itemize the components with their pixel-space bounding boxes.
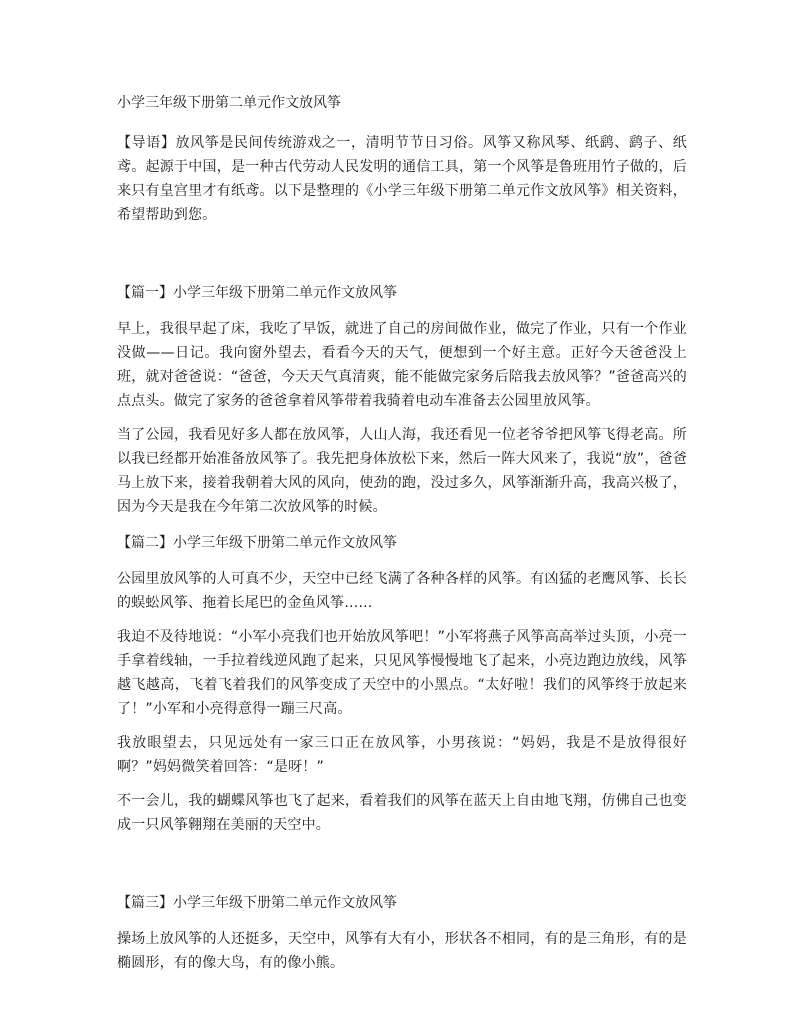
document-page — [117, 93, 687, 985]
section-paragraph: 公园里放风筝的人可真不少，天空中已经飞满了各种各样的风筝。有凶猛的老鹰风筝、长长的蜈蚣风筝、拖着长尾巴的金鱼风筝…… — [117, 571, 687, 611]
spacer — [117, 847, 687, 893]
section-heading: 【篇三】小学三年级下册第二单元作文放风筝 — [117, 895, 397, 911]
section-paragraph: 我放眼望去，只见远处有一家三口正在放风筝，小男孩说：“妈妈，我是不是放得很好啊？”妈妈微笑着回答：“是呀！” — [117, 735, 687, 775]
document-title: 小学三年级下册第二单元作文放风筝 — [117, 95, 341, 111]
section-3 — [117, 893, 687, 975]
section-paragraph: 不一会儿，我的蝴蝶风筝也飞了起来，看着我们的风筝在蓝天上自由地飞翔，仿佛自己也变成一只风筝翱翔在美丽的天空中。 — [117, 793, 687, 833]
section-1 — [117, 283, 687, 519]
intro-paragraph: 【导语】放风筝是民间传统游戏之一，清明节节日习俗。风筝又称风琴、纸鹞、鹞子、纸鸢。起源于中国，是一种古代劳动人民发明的通信工具，第一个风筝是鲁班用竹子做的，后来只有皇宫里才有纸鸢。以下是整理的《小学三年级下册第二单元作文放风筝》相关资料，希望帮助到您。 — [117, 135, 687, 223]
spacer — [117, 237, 687, 283]
section-paragraph: 当了公园，我看见好多人都在放风筝，人山人海，我还看见一位老爷爷把风筝飞得老高。所以我已经都开始准备放风筝了。我先把身体放松下来，然后一阵大风来了，我说“放”，爸爸马上放下来，接着我朝着大风的风向，使劲的跑，没过多久，风筝渐渐升高，我高兴极了，因为今天是我在今年第二次放风筝的时候。 — [117, 427, 687, 515]
section-paragraph: 早上，我很早起了床，我吃了早饭，就进了自己的房间做作业，做完了作业，只有一个作业没做——日记。我向窗外望去，看看今天的天气，便想到一个好主意。正好今天爸爸没上班，就对爸爸说：“爸爸，今天天气真清爽，能不能做完家务后陪我去放风筝？”爸爸高兴的点点头。做完了家务的爸爸拿着风筝带着我骑着电动车准备去公园里放风筝。 — [117, 321, 687, 409]
section-heading: 【篇一】小学三年级下册第二单元作文放风筝 — [117, 285, 397, 301]
section-2 — [117, 533, 687, 837]
section-paragraph: 操场上放风筝的人还挺多，天空中，风筝有大有小，形状各不相同，有的是三角形，有的是椭圆形，有的像大鸟，有的像小熊。 — [117, 931, 687, 971]
section-heading: 【篇二】小学三年级下册第二单元作文放风筝 — [117, 535, 397, 551]
section-paragraph: 我迫不及待地说：“小军小亮我们也开始放风筝吧！”小军将燕子风筝高高举过头顶，小亮一手拿着线轴，一手拉着线逆风跑了起来，只见风筝慢慢地飞了起来，小亮边跑边放线，风筝越飞越高，飞着飞着我们的风筝变成了天空中的小黑点。“太好啦！我们的风筝终于放起来了！”小军和小亮得意得一蹦三尺高。 — [117, 629, 687, 717]
